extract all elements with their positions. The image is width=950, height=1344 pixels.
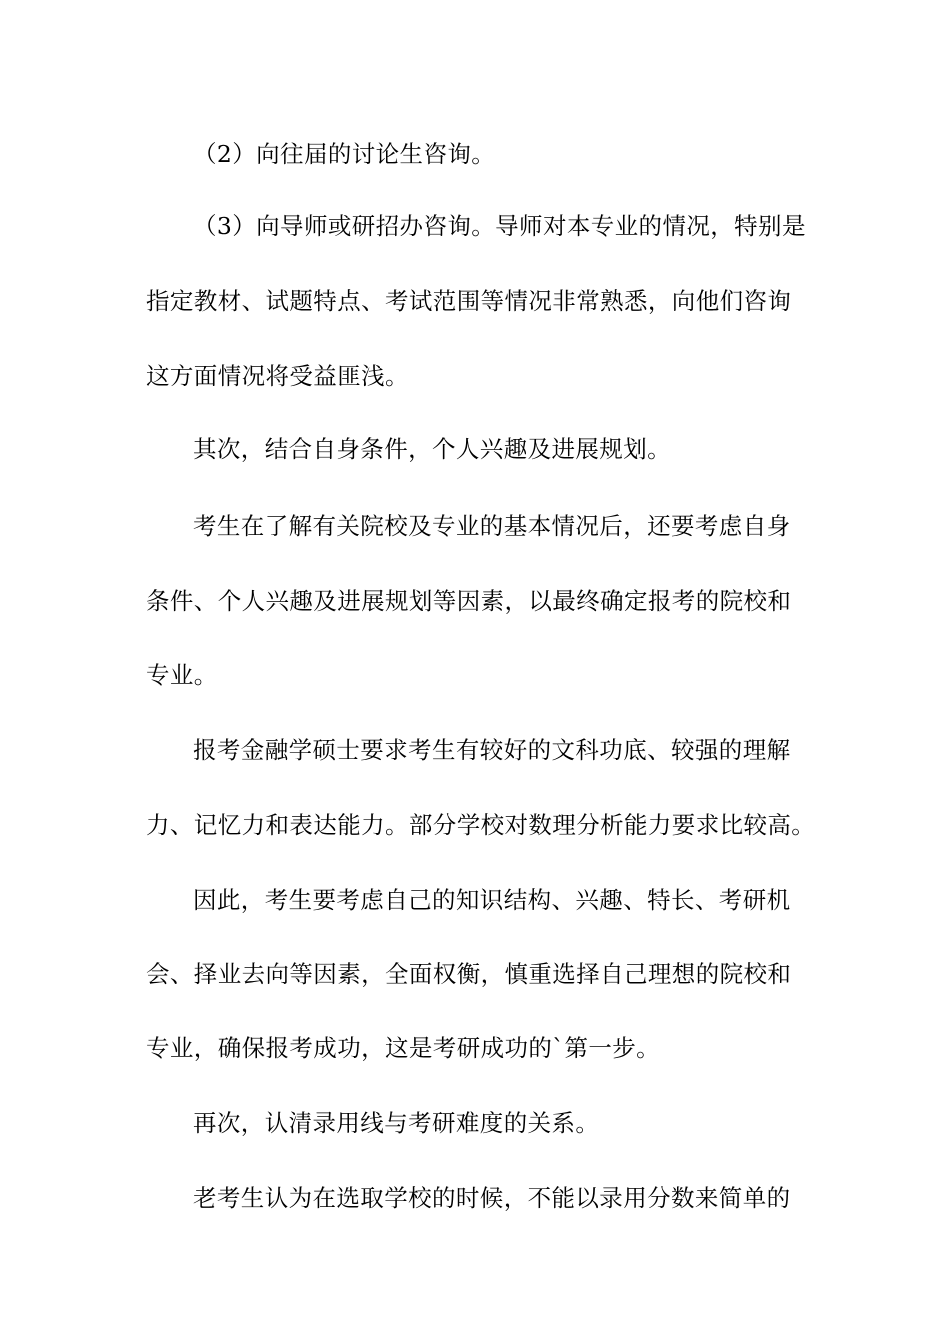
text-line-4: 这方面情况将受益匪浅。 [146,362,409,390]
text-line-13: 专业，确保报考成功，这是考研成功的`第一步。 [146,1034,661,1062]
text-line-11: 因此，考生要考虑自己的知识结构、兴趣、特长、考研机 [193,886,791,914]
text-line-1: （2）向往届的讨论生咨询。 [193,140,496,168]
text-line-15: 老考生认为在选取学校的时候，不能以录用分数来简单的 [193,1184,791,1212]
text-line-3: 指定教材、试题特点、考试范围等情况非常熟悉，向他们咨询 [146,287,792,315]
text-line-5: 其次，结合自身条件，个人兴趣及进展规划。 [193,435,671,463]
text-line-2: （3）向导师或研招办咨询。导师对本专业的情况，特别是 [193,212,806,240]
text-line-9: 报考金融学硕士要求考生有较好的文科功底、较强的理解 [193,736,791,764]
text-line-14: 再次，认清录用线与考研难度的关系。 [193,1109,600,1137]
text-line-10: 力、记忆力和表达能力。部分学校对数理分析能力要求比较高。 [146,811,816,839]
text-line-6: 考生在了解有关院校及专业的基本情况后，还要考虑自身 [193,512,791,540]
text-line-7: 条件、个人兴趣及进展规划等因素，以最终确定报考的院校和 [146,587,792,615]
text-line-12: 会、择业去向等因素，全面权衡，慎重选择自己理想的院校和 [146,960,792,988]
text-line-8: 专业。 [146,661,218,689]
